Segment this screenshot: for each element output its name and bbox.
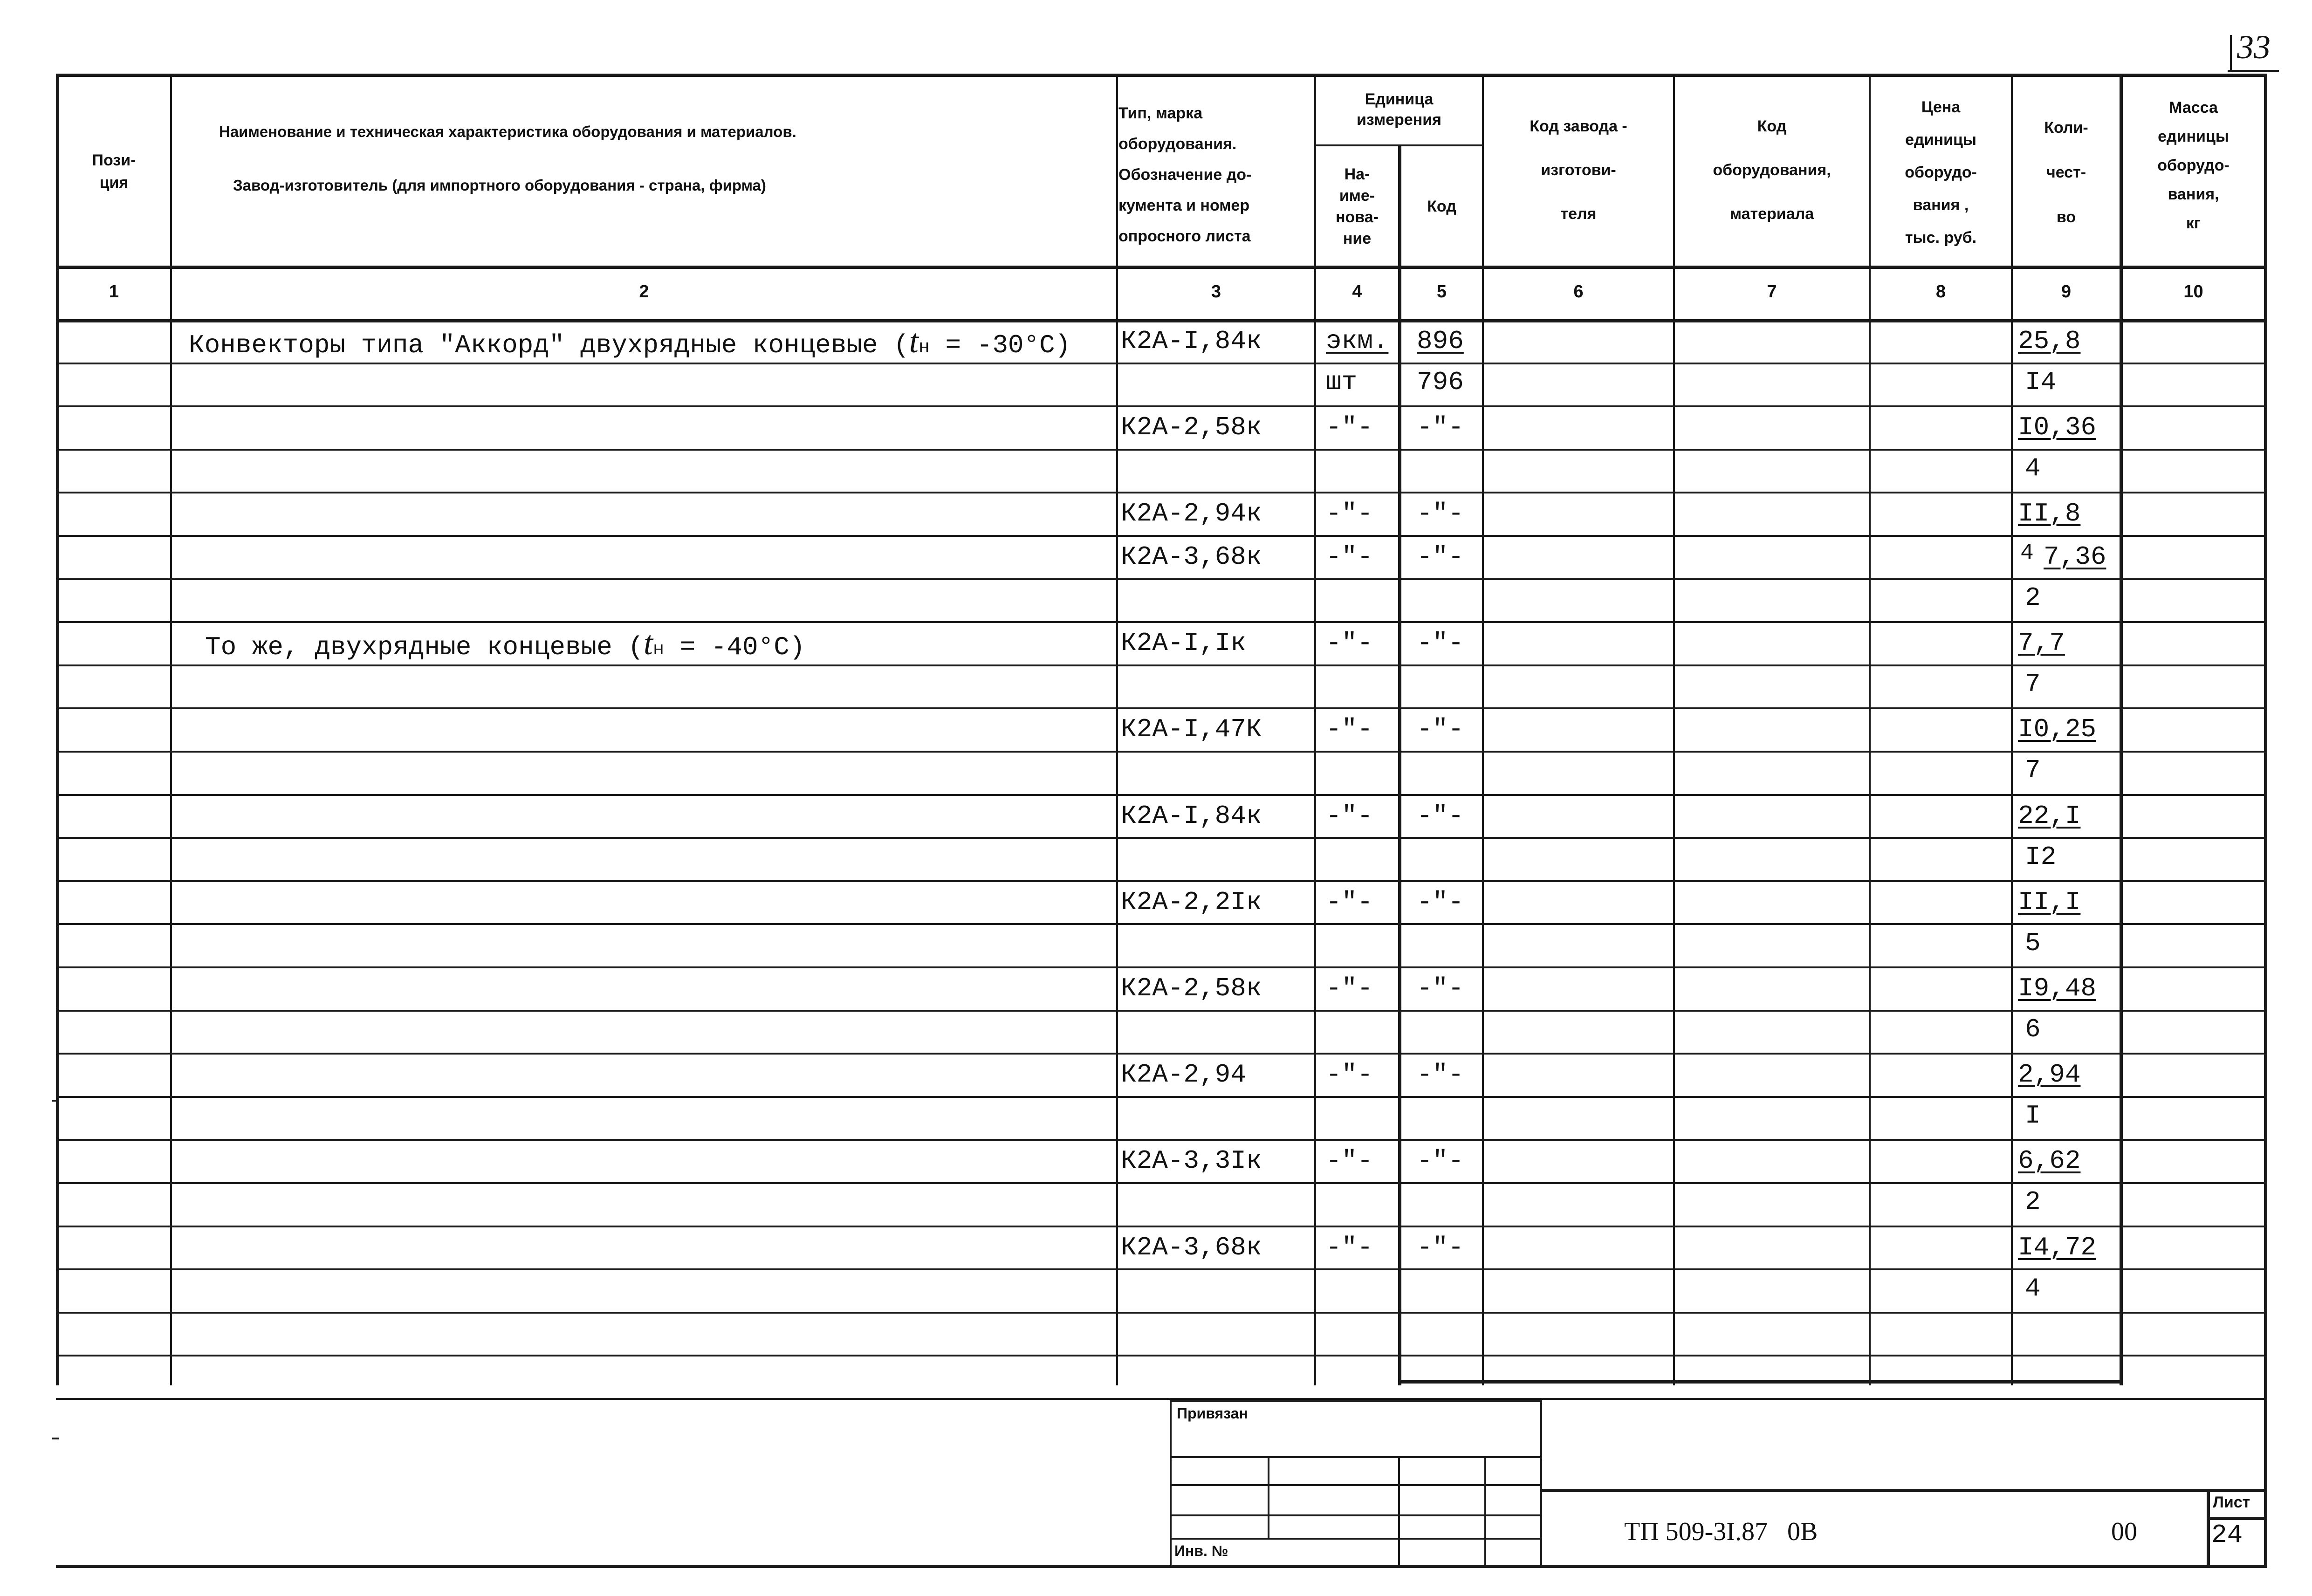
row-unit: -"- [1326,714,1373,744]
header-unit-name: На- име- нова- ние [1336,165,1379,247]
row-code: -"- [1417,1060,1464,1089]
row-code: -"- [1417,542,1464,572]
t-subscript: н [652,639,664,660]
row-unit: -"- [1326,887,1373,917]
header-unit-code: Код [1427,198,1456,215]
row-line [56,880,2267,882]
header-equipment-code: Код оборудования, материала [1713,117,1831,223]
row-type: К2А-2,94 [1121,1060,1246,1089]
row-unit: экм. [1326,326,1389,356]
row-code: -"- [1417,801,1464,831]
row-unit: -"- [1326,412,1373,442]
row-qty-top: II,8 [2018,499,2081,528]
row-qty-bottom: 2 [2025,583,2041,613]
row-qty-bottom: I2 [2025,842,2057,872]
row-qty-top: I9,48 [2018,973,2097,1003]
row-code2: 796 [1417,367,1464,397]
colnum-5: 5 [1436,282,1447,301]
stamp-sheet-mark: 00 [2111,1517,2137,1546]
header-mass: Масса единицы оборудо- вания, кг [2157,99,2230,232]
stamp-inv-no: Инв. № [1174,1542,1228,1559]
colnum-8: 8 [1935,282,1946,301]
row-name-text: То же, двухрядные концевые ( [205,632,644,662]
colnum-1: 1 [109,282,119,301]
row-code: -"- [1417,499,1464,528]
row-qty-bottom: 5 [2025,928,2041,958]
row-unit2: шт [1326,367,1358,397]
row-line [56,923,2267,925]
t-symbol: t [909,322,919,360]
row-line [56,1010,2267,1012]
row-type: К2А-2,58к [1121,973,1262,1003]
row-unit: -"- [1326,628,1373,658]
header-name-line2: Завод-изготовитель (для импортного оборудования - страна, фирма) [233,177,766,194]
row-type: К2А-I,84к [1121,326,1262,356]
row-line [56,1139,2267,1141]
row-line [56,794,2267,796]
row-qty-top: I0,25 [2018,714,2097,744]
row-qty-bottom: I [2025,1101,2041,1130]
page-number: 33 [2237,28,2271,66]
row-qty-top: I0,36 [2018,412,2097,442]
row-unit: -"- [1326,801,1373,831]
row-qty-bottom: 4 [2025,453,2041,483]
header-quantity: Коли- чест- во [2044,119,2088,226]
row-line [56,578,2267,580]
row-qty-bottom: 7 [2025,755,2041,785]
colnum-3: 3 [1211,282,1221,301]
row-qty-bottom: 7 [2025,669,2041,699]
row-type: К2А-2,58к [1121,412,1262,442]
row-unit: -"- [1326,973,1373,1003]
row-code: -"- [1417,628,1464,658]
row-type: К2А-3,3Iк [1121,1146,1262,1176]
row-line [56,1312,2267,1314]
row-line [56,966,2267,968]
row-type: К2А-I,Iк [1121,628,1246,658]
row-line [56,1268,2267,1270]
colnum-10: 10 [2183,282,2203,301]
row-unit: -"- [1326,1060,1373,1089]
t-symbol: t [643,624,653,662]
row-qty-bottom: 2 [2025,1187,2041,1217]
row-line [56,405,2267,407]
row-line [56,1053,2267,1055]
row-line [56,449,2267,451]
row-line [56,535,2267,537]
row-code: -"- [1417,714,1464,744]
row-line [56,751,2267,753]
row-name [205,624,805,666]
row-line [56,1096,2267,1098]
row-type: К2А-2,2Iк [1121,887,1262,917]
row-qty-bottom: 6 [2025,1014,2041,1044]
row-type: К2А-3,68к [1121,1233,1262,1262]
stamp-privyazan: Привязан [1177,1405,1248,1422]
row-type: К2А-I,47К [1121,714,1262,744]
row-name-suffix: = -30°C) [929,330,1071,360]
stamp-sheet-number: 24 [2211,1520,2243,1550]
top-rule [2228,70,2279,72]
row-qty-bottom: I4 [2025,367,2057,397]
row-name [189,322,1071,364]
row-unit: -"- [1326,542,1373,572]
row-qty-bottom: 4 [2025,1274,2041,1303]
row-qty-top: II,I [2018,887,2081,917]
row-type: К2А-2,94к [1121,499,1262,528]
row-type: К2А-I,84к [1121,801,1262,831]
row-line [56,1182,2267,1184]
page-number-mark [2230,35,2232,72]
header-price: Цена единицы оборудо- вания , тыс. руб. [1905,98,1977,247]
t-subscript: н [918,337,930,358]
row-qty-top: 22,I [2018,801,2081,831]
row-line [56,1226,2267,1227]
row-qty-prefix: 4 [2020,541,2034,566]
stamp-sheet-label: Лист [2213,1493,2250,1511]
colnum-2: 2 [639,282,649,301]
row-qty-top: 7,7 [2018,628,2065,658]
colnum-9: 9 [2061,282,2072,301]
row-line [56,492,2267,493]
row-code: -"- [1417,887,1464,917]
row-code: -"- [1417,412,1464,442]
row-line [56,707,2267,709]
row-code: -"- [1417,1146,1464,1176]
row-unit: -"- [1326,499,1373,528]
row-code: -"- [1417,1233,1464,1262]
colnum-6: 6 [1573,282,1584,301]
header-name-line1: Наименование и техническая характеристика оборудования и материалов. [219,123,796,140]
row-line [56,1398,2267,1400]
row-qty-top: 2,94 [2018,1060,2081,1089]
header-type: Тип, марка оборудования. Обозначение до- кумента и номер опросного листа [1118,104,1252,245]
row-qty-top: 25,8 [2018,326,2081,356]
row-qty-top: 6,62 [2018,1146,2081,1176]
row-unit: -"- [1326,1146,1373,1176]
row-name-text: Конвекторы типа "Аккорд" двухрядные концевые ( [189,330,909,360]
row-qty-top: 7,36 [2044,542,2106,572]
row-line [56,1355,2267,1356]
row-line [56,621,2267,623]
row-name-suffix: = -40°C) [664,632,805,662]
header-position: Пози- ция [92,151,136,192]
row-code: 896 [1417,326,1464,356]
row-unit: -"- [1326,1233,1373,1262]
header-factory-code: Код завода - изготови- теля [1530,117,1627,223]
stamp-doc-code: ТП 509-3I.87 0В [1624,1517,1818,1546]
row-line [56,837,2267,839]
colnum-4: 4 [1352,282,1362,301]
colnum-7: 7 [1767,282,1777,301]
row-qty-top: I4,72 [2018,1233,2097,1262]
row-type: К2А-3,68к [1121,542,1262,572]
row-code: -"- [1417,973,1464,1003]
header-unit-group: Единица измерения [1357,90,1441,129]
